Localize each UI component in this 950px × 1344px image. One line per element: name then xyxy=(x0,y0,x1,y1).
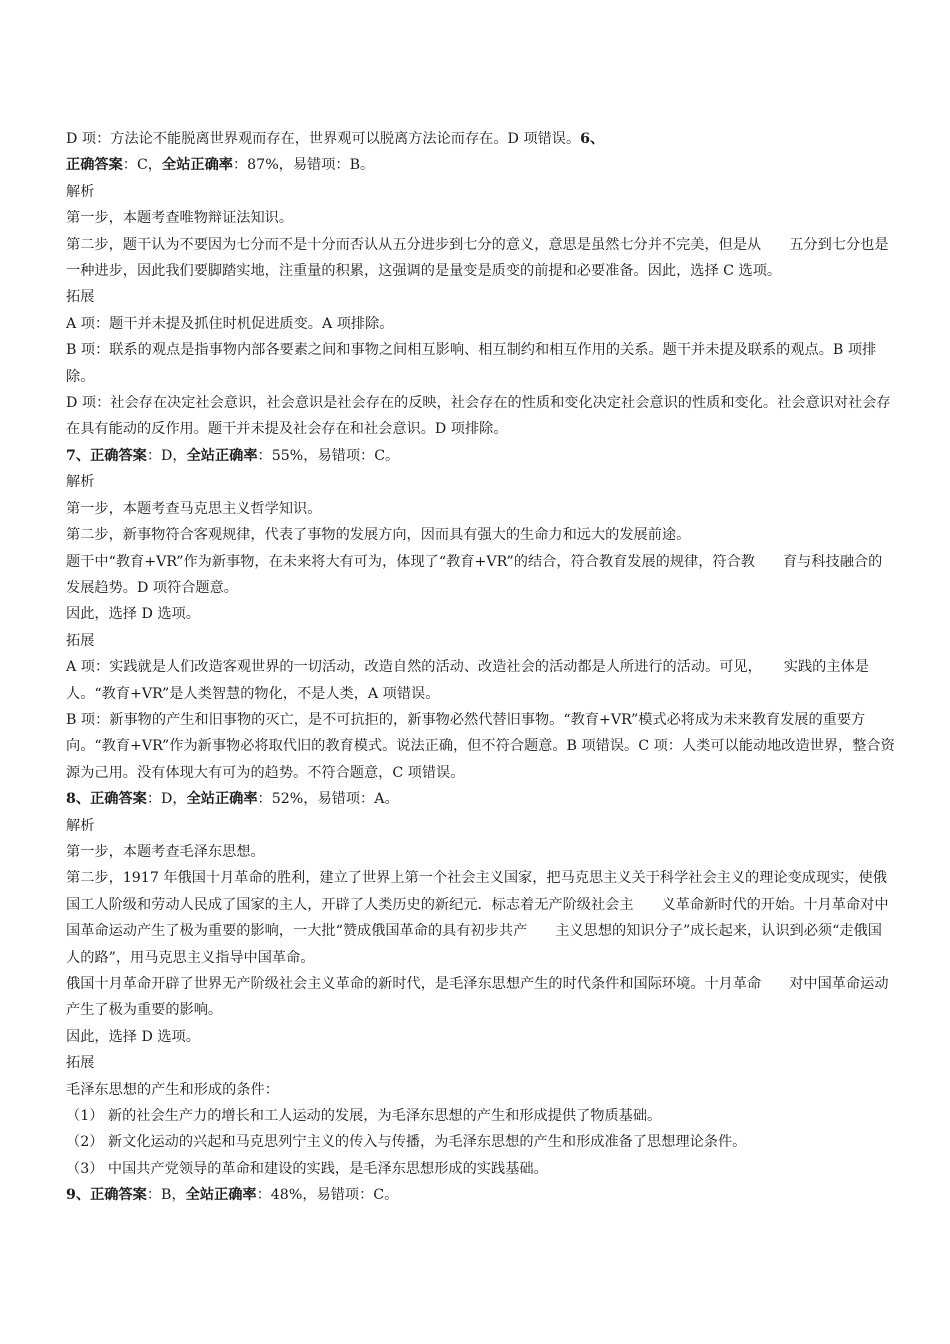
answer-line-q7 xyxy=(66,443,896,469)
answer-value: ：C， xyxy=(122,157,162,174)
option-a: A 项：题干并未提及抓住时机促进质变。A 项排除。 xyxy=(66,315,394,332)
condition-1: （1） 新的社会生产力的增长和工人运动的发展，为毛泽东思想的产生和形成提供了物质基础。 xyxy=(66,1108,662,1125)
answer-value: ：B， xyxy=(146,1187,186,1204)
analysis-heading: 解析 xyxy=(66,817,95,834)
text: D 项：方法论不能脱离世界观而存在，世界观可以脱离方法论而存在。D 项错误。 xyxy=(66,131,581,147)
question-number: 8、 xyxy=(66,791,91,808)
answer-value: ：D， xyxy=(146,791,187,808)
conditions-heading: 毛泽东思想的产生和形成的条件： xyxy=(66,1081,279,1098)
option-b-c: B 项：新事物的产生和旧事物的灭亡，是不可抗拒的，新事物必然代替旧事物。“教育+VR”模式必将成为未来教育发展的重要方向。“教育+VR”作为新事物必将取代旧的教育模式。说法正确，但不符合题意。B 项错误。C 项：人类可以能动地改造世界，整合资源为己用。没有体现大有可为的趋势。不符合题意，C 项错误。 xyxy=(66,711,895,781)
option-a xyxy=(66,654,896,707)
answer-label: 正确答案 xyxy=(90,1187,147,1204)
accuracy-label: 全站正确率 xyxy=(185,1187,257,1204)
answer-label: 正确答案 xyxy=(90,791,147,808)
text: 到七分也是一种进步，因此我们要脚踏实地，注重量的积累，这强调的是量变是质变的前提和必要准备。因此，选择 C 选项。 xyxy=(66,236,889,280)
text: 五分 xyxy=(789,236,818,253)
text: 第二步，1917 年俄国十月革命的胜利，建立了世界上第一个社会主义国家，把马克思主义关于科学社会主义的理论变成现实，使俄国工人阶级和劳动人民成了国家的主人，开辟了人类历史的新纪元．标志着无产阶级社会主 xyxy=(66,870,887,913)
step-2 xyxy=(66,232,896,285)
extension-heading: 拓展 xyxy=(66,632,95,649)
text: 题干中“教育+VR”作为新事物，在未来将大有可为，体现了“教育+VR”的结合，符合教育发展的规律，符合教 xyxy=(66,553,755,570)
paragraph-q5-d xyxy=(66,126,896,152)
text: 与科技融合的发展趋势。D 项符合题意。 xyxy=(66,553,883,596)
accuracy-value: ：48%，易错项：C。 xyxy=(256,1187,399,1204)
condition-3: （3） 中国共产党领导的革命和建设的实践，是毛泽东思想形成的实践基础。 xyxy=(66,1160,548,1177)
answer-line-q6 xyxy=(66,152,896,178)
accuracy-value: ：87%，易错项：B。 xyxy=(232,157,375,174)
option-d: D 项：社会存在决定社会意识，社会意识是社会存在的反映，社会存在的性质和变化决定社会意识的性质和变化。社会意识对社会存在具有能动的反作用。题干并未提及社会存在和社会意识。D 项排除。 xyxy=(66,395,891,438)
answer-label: 正确答案 xyxy=(90,447,147,464)
text: 对 xyxy=(789,976,804,992)
answer-line-q8 xyxy=(66,786,896,812)
text: 实 xyxy=(783,659,798,676)
text: 俄国十月革命开辟了世界无产阶级社会主义革命的新时代，是毛泽东思想产生的时代条件和国际环境。十月革命 xyxy=(66,976,762,992)
accuracy-label: 全站正确率 xyxy=(186,447,258,464)
text: 义革命新时代的开始。十月革命对中国革命运动产生了极为重要的影响，一大批“赞成俄国革命的具有初步共产 xyxy=(66,896,889,940)
text: 育 xyxy=(782,553,798,570)
accuracy-value: ：55%，易错项：C。 xyxy=(257,447,400,464)
step-3 xyxy=(66,971,896,1024)
text: 践的主体是人。“教育+VR”是人类智慧的物化，不是人类，A 项错误。 xyxy=(66,659,869,702)
document-body xyxy=(66,126,896,1209)
extension-heading: 拓展 xyxy=(66,1055,95,1072)
step-1: 第一步，本题考查唯物辩证法知识。 xyxy=(66,210,294,227)
step-1: 第一步，本题考查马克思主义哲学知识。 xyxy=(66,500,322,517)
step-1: 第一步，本题考查毛泽东思想。 xyxy=(66,843,265,860)
answer-value: ：D， xyxy=(146,447,187,464)
text: 第二步，题干认为不要因为七分而不是十分而否认从五分进步到七分的意义，意思是虽然七分并不完美，但是从 xyxy=(66,236,762,253)
conclusion: 因此，选择 D 选项。 xyxy=(66,1028,200,1045)
question-number: 6、 xyxy=(580,131,605,147)
text: 中国革命运动产生了极为重要的影响。 xyxy=(66,976,889,1019)
accuracy-label: 全站正确率 xyxy=(186,791,258,808)
question-number: 7、 xyxy=(66,447,91,464)
extension-heading: 拓展 xyxy=(66,289,95,306)
question-number: 9、 xyxy=(66,1187,91,1204)
condition-2: （2） 新文化运动的兴起和马克思列宁主义的传入与传播，为毛泽东思想的产生和形成准备了思想理论条件。 xyxy=(66,1134,747,1151)
step-2: 第二步，新事物符合客观规律，代表了事物的发展方向，因而具有强大的生命力和远大的发展前途。 xyxy=(66,527,691,544)
answer-line-q9 xyxy=(66,1182,896,1208)
analysis-heading: 解析 xyxy=(66,474,95,491)
conclusion: 因此，选择 D 选项。 xyxy=(66,606,200,623)
accuracy-value: ：52%，易错项：A。 xyxy=(257,791,399,808)
step-3 xyxy=(66,549,896,602)
accuracy-label: 全站正确率 xyxy=(162,157,233,174)
step-2 xyxy=(66,865,896,971)
text: A 项：实践就是人们改造客观世界的一切活动，改造自然的活动、改造社会的活动都是人所进行的活动。可见， xyxy=(66,659,762,676)
text: 主义思想的知识分子”成长起来，认识到必须“走俄国人的路”，用马克思主义指导中国革命。 xyxy=(66,923,882,966)
answer-label: 正确答案 xyxy=(66,157,123,174)
analysis-heading: 解析 xyxy=(66,183,95,200)
option-b: B 项：联系的观点是指事物内部各要素之间和事物之间相互影响、相互制约和相互作用的关系。题干并未提及联系的观点。B 项排除。 xyxy=(66,342,877,385)
